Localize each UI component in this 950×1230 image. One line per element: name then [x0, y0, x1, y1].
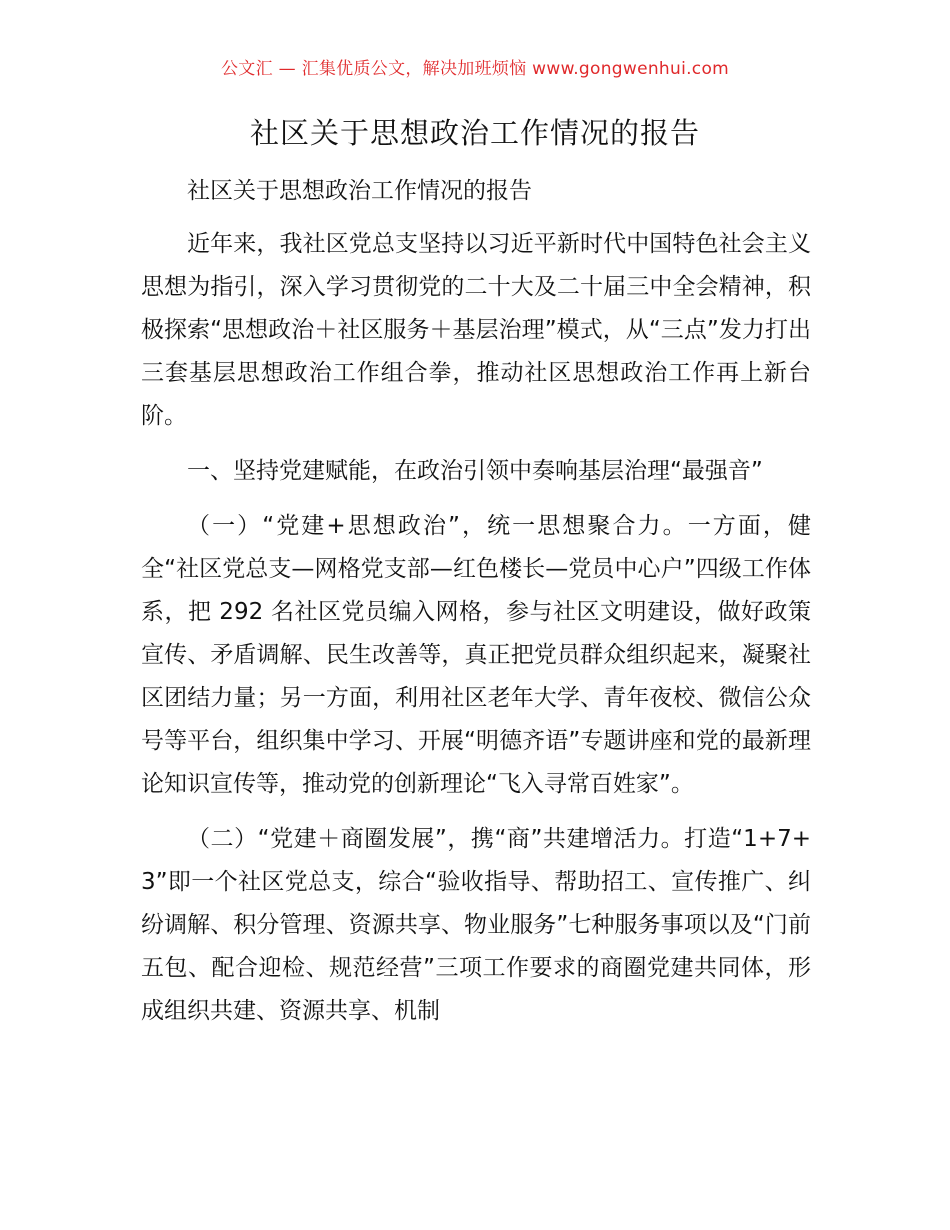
document-title: 社区关于思想政治工作情况的报告: [249, 116, 700, 150]
document-body: [141, 170, 811, 1045]
watermark-header: 公文汇 — 汇集优质公文，解决加班烦恼 www.gongwenhui.com: [220, 59, 730, 79]
subtitle-paragraph: 社区关于思想政治工作情况的报告: [187, 178, 532, 204]
intro-paragraph: 近年来，我社区党总支坚持以习近平新时代中国特色社会主义思想为指引，深入学习贯彻党的二十大及二十届三中全会精神，积极探索“思想政治＋社区服务＋基层治理”模式，从“三点”发力打出三套基层思想政治工作组合拳，推动社区思想政治工作再上新台阶。: [141, 231, 811, 429]
subsection-paragraph-1: （一）“党建+思想政治”，统一思想聚合力。一方面，健全“社区党总支—网格党支部—红色楼长—党员中心户”四级工作体系，把 292 名社区党员编入网格，参与社区文明建设，做好政策宣传、矛盾调解、民生改善等，真正把党员群众组织起来，凝聚社区团结力量；另一方面，利用社区老年大学、青年夜校、微信公众号等平台，组织集中学习、开展“明德齐语”专题讲座和党的最新理论知识宣传等，推动党的创新理论“飞入寻常百姓家”。: [141, 513, 811, 797]
subsection-paragraph-2: （二）“党建＋商圈发展”，携“商”共建增活力。打造“1+7+3”即一个社区党总支，综合“验收指导、帮助招工、宣传推广、纠纷调解、积分管理、资源共享、物业服务”七种服务事项以及“门前五包、配合迎检、规范经营”三项工作要求的商圈党建共同体，形成组织共建、资源共享、机制: [141, 826, 811, 1024]
section-heading-1: 一、坚持党建赋能，在政治引领中奏响基层治理“最强音”: [187, 458, 763, 484]
